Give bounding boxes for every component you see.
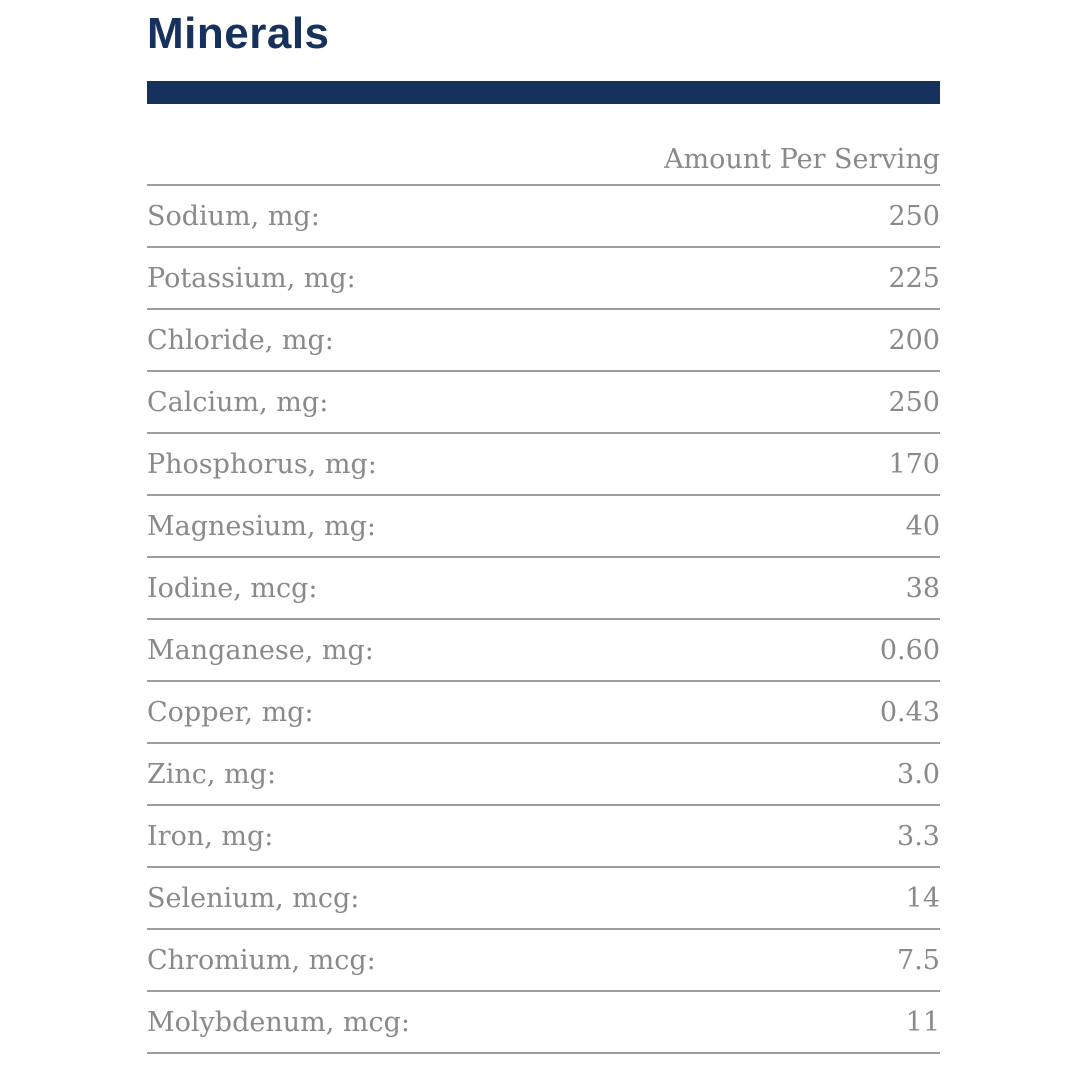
mineral-label: Sodium, mg: bbox=[147, 185, 544, 247]
section-title: Minerals bbox=[147, 9, 330, 58]
mineral-label: Potassium, mg: bbox=[147, 247, 544, 309]
mineral-value: 250 bbox=[544, 371, 941, 433]
table-row bbox=[147, 991, 940, 1053]
mineral-value: 3.3 bbox=[544, 805, 941, 867]
mineral-label: Calcium, mg: bbox=[147, 371, 544, 433]
table-row bbox=[147, 309, 940, 371]
mineral-value: 40 bbox=[544, 495, 941, 557]
mineral-value: 200 bbox=[544, 309, 941, 371]
table-row bbox=[147, 185, 940, 247]
minerals-table bbox=[147, 104, 940, 1054]
table-row bbox=[147, 433, 940, 495]
mineral-value: 14 bbox=[544, 867, 941, 929]
table-header-row bbox=[147, 104, 940, 185]
amount-per-serving-header: Amount Per Serving bbox=[147, 104, 940, 185]
mineral-label: Magnesium, mg: bbox=[147, 495, 544, 557]
table-row bbox=[147, 557, 940, 619]
mineral-label: Iron, mg: bbox=[147, 805, 544, 867]
mineral-label: Zinc, mg: bbox=[147, 743, 544, 805]
table-row bbox=[147, 619, 940, 681]
minerals-section bbox=[147, 0, 940, 1054]
mineral-value: 7.5 bbox=[544, 929, 941, 991]
mineral-label: Phosphorus, mg: bbox=[147, 433, 544, 495]
mineral-value: 11 bbox=[544, 991, 941, 1053]
table-row bbox=[147, 929, 940, 991]
table-row bbox=[147, 743, 940, 805]
section-divider-bar bbox=[147, 81, 940, 104]
mineral-value: 0.60 bbox=[544, 619, 941, 681]
mineral-label: Manganese, mg: bbox=[147, 619, 544, 681]
table-row bbox=[147, 371, 940, 433]
table-row bbox=[147, 867, 940, 929]
mineral-label: Selenium, mcg: bbox=[147, 867, 544, 929]
mineral-label: Chromium, mcg: bbox=[147, 929, 544, 991]
mineral-label: Molybdenum, mcg: bbox=[147, 991, 544, 1053]
mineral-value: 225 bbox=[544, 247, 941, 309]
mineral-label: Chloride, mg: bbox=[147, 309, 544, 371]
mineral-value: 250 bbox=[544, 185, 941, 247]
mineral-label: Iodine, mcg: bbox=[147, 557, 544, 619]
mineral-value: 38 bbox=[544, 557, 941, 619]
mineral-value: 3.0 bbox=[544, 743, 941, 805]
table-row bbox=[147, 805, 940, 867]
mineral-value: 170 bbox=[544, 433, 941, 495]
table-row bbox=[147, 495, 940, 557]
table-row bbox=[147, 681, 940, 743]
mineral-value: 0.43 bbox=[544, 681, 941, 743]
mineral-label: Copper, mg: bbox=[147, 681, 544, 743]
table-row bbox=[147, 247, 940, 309]
